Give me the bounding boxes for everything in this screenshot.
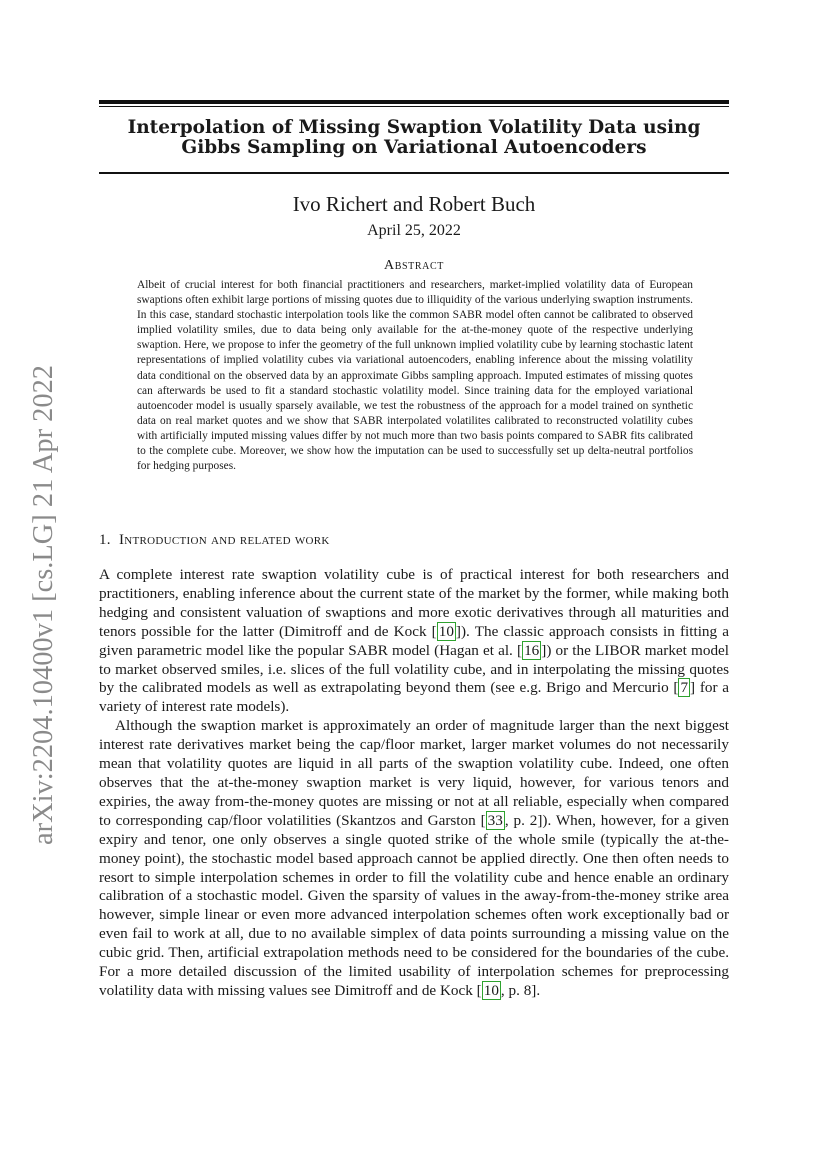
title-rule-top [99,100,729,104]
paper-title [99,118,729,158]
abstract-text: Albeit of crucial interest for both financial practitioners and researchers, market-implied volatility data of European swaptions often exhibit large portions of missing quotes due to illiquidity of the various underlying swaption instruments. In this case, standard stochastic interpolation tools like the common SABR model often cannot be calibrated to observed implied volatility smiles, due to data being only available for the at-the-money quote of the respective underlying swaption. Here, we propose to infer the geometry of the full unknown implied volatility cube by learning stochastic latent representations of implied volatility cubes via variational autoencoders, enabling inference about the missing volatility data conditional on the observed data by an approximate Gibbs sampling approach. Imputed estimates of missing quotes can afterwards be used to fit a standard stochastic volatility model. Since training data for the employed variational autoencoder model is usually sparsely available, we test the robustness of the approach for a model trained on synthetic data on real market quotes and we show that SABR interpolated volatilites calibrated to reconstructed volatility cubes with artificially imputed missing values differ by not much more than two basis points compared to SABR fits calibrated to the complete cube. Moreover, we show how the imputation can be used to successfully set up delta-neutral portfolios for hedging purposes. [137,279,693,473]
citation-link[interactable]: 33 [487,811,503,829]
paper-authors: Ivo Richert and Robert Buch [292,192,536,216]
section-number: 1. [99,532,111,548]
paragraph-2: Although the swaption market is approximately an order of magnitude larger than the next biggest interest rate derivatives market being the cap/floor market, larger market volumes do not necessarily mean that volatility quotes are liquid in all parts of the swaption volatility cube. Indeed, one often observes that the at-the-money swaption market is very liquid, however, for various tenors and expiries, the away from-the-money quotes are missing or not at all reliable, especially when compared to corresponding cap/floor volatilities (Skantzos and Garston [ 33 , p. 2]). When, however, for a given expiry and tenor, one only observes a single quoted strike of the whole smile (typically the at-the-money point), the stochastic model based approach cannot be applied directly. One then often needs to resort to simple interpolation schemes in order to fill the volatility cube and hence enable an ordinary calibration of a stochastic model. Given the sparsity of values in the away-from-the-money strike area however, simple linear or even more advanced interpolation schemes often work exceptionally bad or even fail to work at all, due to no available simplex of data points surrounding a missing value on the cubic grid. Then, artificial extrapolation methods need to be considered for the boundaries of the cube. For a more detailed discussion of the limited usability of interpolation schemes for preprocessing volatility data with missing values see Dimitroff and de Kock [ 10 , p. 8]. [99,717,729,999]
section-body [99,566,729,1001]
paragraph-1: A complete interest rate swaption volatility cube is of practical interest for both researchers and practitioners, enabling inference about the current state of the market by the former, while making both hedging and consistent valuation of swaptions and more exotic derivatives through all maturities and tenors possible for the latter (Dimitroff and de Kock [ 10 ]). The classic approach consists in fitting a given parametric model like the popular SABR model (Hagan et al. [ 16 ]) or the LIBOR market model to market observed smiles, i.e. slices of the full volatility cube, and in interpolating the missing quotes by the calibrated models as well as extrapolating beyond them (see e.g. Brigo and Mercurio [ 7 ] for a variety of interest rate models). [99,566,730,716]
abstract-heading: Abstract [384,258,444,273]
section-heading [99,532,729,549]
title-line-1: Interpolation of Missing Swaption Volatility Data using [127,117,701,138]
citation-link[interactable]: 16 [524,641,540,659]
title-rule-top-thin [99,106,729,107]
title-line-2: Gibbs Sampling on Variational Autoencoders [181,137,647,158]
section-title: Introduction and related work [118,532,330,548]
title-rule-bottom [99,172,729,174]
arxiv-identifier-text: arXiv:2204.10400v1 [cs.LG] 21 Apr 2022 [28,372,59,845]
citation-link[interactable]: 10 [438,622,454,640]
paper-date: April 25, 2022 [367,222,461,239]
citation-link[interactable]: 10 [483,981,499,999]
citation-link[interactable]: 7 [680,679,689,697]
arxiv-identifier [22,365,64,845]
